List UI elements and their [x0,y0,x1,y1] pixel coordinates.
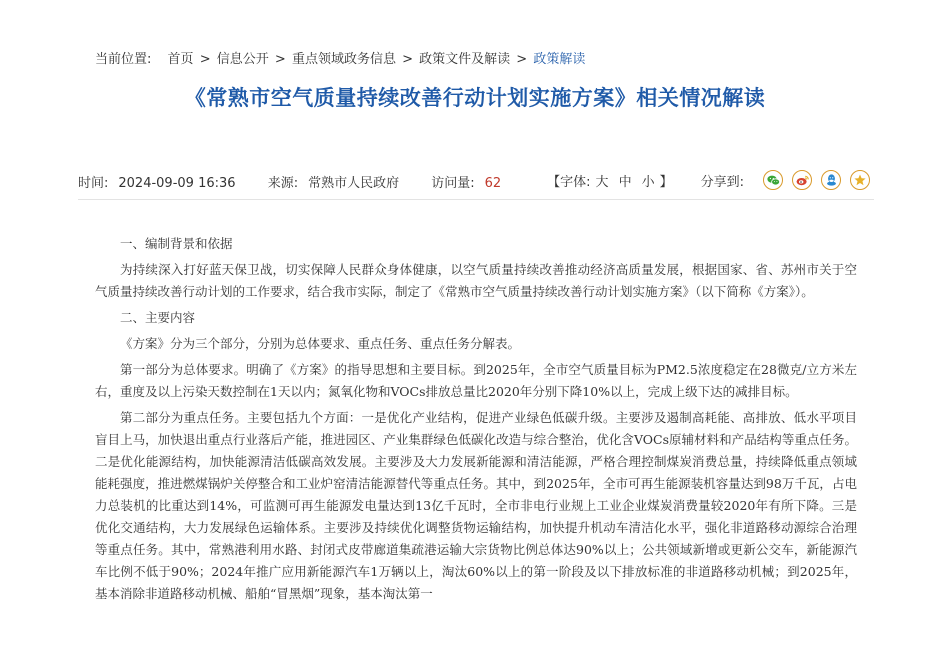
page-title: 《常熟市空气质量持续改善行动计划实施方案》相关情况解读 [184,86,766,110]
share-wechat-button[interactable] [763,170,783,190]
time-value: 2024-09-09 16:36 [118,176,236,191]
views-label: 访问量: [431,176,475,191]
meta-info [78,172,529,191]
breadcrumb-key-areas-link[interactable]: 重点领域政务信息 [291,52,396,67]
weibo-icon [796,175,809,186]
font-size-open: 【字体: [547,174,591,190]
font-size-medium-button[interactable]: 中 [618,174,632,190]
font-size-close: 】 [659,174,673,190]
meta-actions [547,170,870,190]
qq-icon [826,174,837,186]
breadcrumb-label: 当前位置: [95,52,152,67]
time-label: 时间: [78,176,109,191]
meta-time [78,176,240,191]
source-value: 常熟市人民政府 [308,176,400,191]
breadcrumb-separator: > [402,52,413,67]
content-paragraph: 《方案》分为三个部分，分别为总体要求、重点任务、重点任务分解表。 [120,336,521,351]
section-heading: 二、主要内容 [120,310,196,325]
section-heading: 一、编制背景和依据 [120,236,233,251]
breadcrumb-separator: > [199,52,211,67]
views-count: 62 [484,176,502,191]
breadcrumb-info-public-link[interactable]: 信息公开 [216,52,269,67]
content-paragraph: 为持续深入打好蓝天保卫战，切实保障人民群众身体健康，以空气质量持续改善推动经济高质量发展，根据国家、省、苏州市关于空气质量持续改善行动计划的工作要求，结合我市实际，制定了《常熟市空气质量持续改善行动计划实施方案》（以下简称《方案》）。 [95,262,857,299]
article-content [95,233,857,609]
qzone-star-icon [854,174,866,186]
wechat-icon [767,175,780,186]
content-paragraph: 第一部分为总体要求。明确了《方案》的指导思想和主要目标。到2025年，全市空气质量目标为PM2.5浓度稳定在28微克/立方米左右，重度及以上污染天数控制在1天以内；氮氧化物和VOCs排放总量比2020年分别下降10%以上，完成上级下达的减排目标。 [95,362,857,399]
breadcrumb [95,48,585,67]
breadcrumb-policy-interpretation-link[interactable]: 政策解读 [533,52,586,67]
source-label: 来源: [267,176,299,191]
meta-source [268,176,404,191]
share-label: 分享到: [700,174,744,190]
share-qzone-button[interactable] [850,170,870,190]
meta-views [431,176,501,191]
share-weibo-button[interactable] [792,170,812,190]
breadcrumb-separator: > [516,52,528,67]
font-size-control [547,171,672,190]
article-meta [78,170,874,192]
breadcrumb-policy-docs-link[interactable]: 政策文件及解读 [419,52,511,67]
breadcrumb-home-link[interactable]: 首页 [167,52,194,67]
font-size-large-button[interactable]: 大 [595,174,609,190]
content-paragraph: 第二部分为重点任务。主要包括九个方面：一是优化产业结构，促进产业绿色低碳升级。主要涉及遏制高耗能、高排放、低水平项目盲目上马，加快退出重点行业落后产能，推进园区、产业集群绿色低碳化改造与综合整治，优化含VOCs原辅材料和产品结构等重点任务。二是优化能源结构，加快能源清洁低碳高效发展。主要涉及大力发展新能源和清洁能源，严格合理控制煤炭消费总量，持续降低重点领域能耗强度，推进燃煤锅炉关停整合和工业炉窑清洁能源替代等重点任务。其中，到2025年，全市可再生能源装机容量达到98万千瓦，占电力总装机的比重达到14%，可监测可再生能源发电量达到13亿千瓦时，全市非电行业规上工业企业煤炭消费量较2020年有所下降。三是优化交通结构，大力发展绿色运输体系。主要涉及持续优化调整货物运输结构，加快提升机动车清洁化水平，强化非道路移动源综合治理等重点任务。其中，常熟港利用水路、封闭式皮带廊道集疏港运输大宗货物比例总体达90%以上；公共领域新增或更新公交车，新能源汽车比例不低于90%；2024年推广应用新能源汽车1万辆以上，淘汰60%以上的第一阶段及以下排放标准的非道路移动机械；到2025年，基本消除非道路移动机械、船舶“冒黑烟”现象，基本淘汰第一 [95,410,857,601]
breadcrumb-separator: > [274,52,286,67]
font-size-small-button[interactable]: 小 [641,174,655,190]
share-qq-button[interactable] [821,170,841,190]
meta-divider [78,199,874,200]
